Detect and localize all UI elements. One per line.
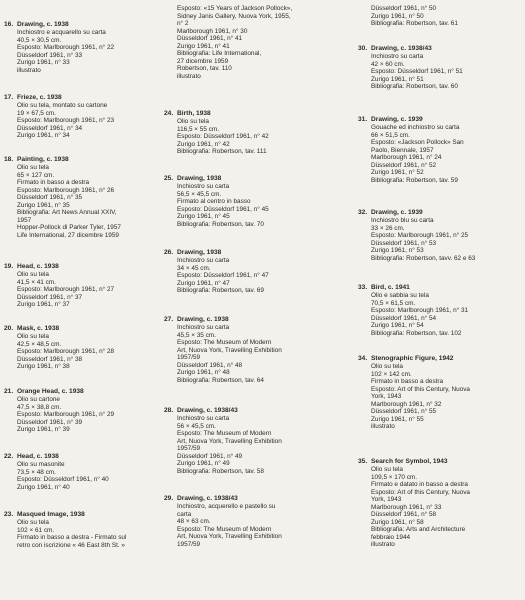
- entry-detail-line: Olio su tela, montato su cartone: [17, 102, 108, 109]
- entry-detail-line: Zurigo 1961, n° 49: [177, 460, 230, 467]
- entry-detail-line: Zurigo 1961, n° 50: [371, 12, 424, 20]
- entry-detail-line: Bibliografia: Robertson, tavv. 62 e 63: [371, 254, 476, 262]
- entry-detail-line: Zurigo 1961, n° 52: [371, 169, 424, 176]
- catalog-entry: [358, 44, 523, 91]
- entry-number: 29.: [164, 495, 174, 502]
- entry-heading: [4, 93, 160, 102]
- entry-detail-line: 70,5 × 61,5 cm.: [371, 299, 416, 307]
- entry-detail-line: n° 2: [177, 20, 189, 27]
- entry-title: Drawing, c. 1939: [371, 116, 423, 123]
- entry-detail-line: Inchiostro su carta: [371, 53, 424, 60]
- entry-detail-line: York, 1943: [371, 393, 402, 400]
- entry-detail-line: Bibliografia: Robertson, tav. 64: [177, 376, 264, 384]
- entry-detail-line: Inchiostro su carta: [177, 183, 230, 190]
- entry-detail-line: Firmato e datato in basso a destra: [371, 481, 468, 488]
- entry-heading: [164, 406, 354, 415]
- entry-detail-line: Düsseldorf 1961, n° 50: [371, 5, 437, 12]
- entry-detail-line: Zurigo 1961, n° 47: [177, 279, 230, 287]
- entry-detail-line: Olio su tela: [371, 363, 403, 370]
- entry-detail-line: Firmato al centro in basso: [177, 198, 251, 205]
- catalog-entry: [164, 109, 354, 156]
- entry-number: 28.: [164, 407, 174, 414]
- catalog-entry: [4, 155, 160, 239]
- entry-number: 20.: [4, 325, 14, 332]
- entry-number: 18.: [4, 156, 14, 163]
- entry-detail-line: Marlborough 1961, n° 30: [177, 27, 248, 35]
- entry-detail-line: Zurigo 1961, n° 51: [371, 75, 424, 83]
- entry-detail-line: Marlborough 1961, n° 24: [371, 154, 442, 161]
- entry-detail-line: Bibliografia: Robertson, tav. 58: [177, 467, 264, 475]
- entry-title: Search for Symbol, 1943: [371, 458, 448, 465]
- entry-detail-line: Zurigo 1961, n° 41: [177, 42, 230, 50]
- entry-detail-line: Esposto: Marlborough 1961, n° 29: [17, 411, 115, 418]
- entry-heading: [164, 109, 354, 118]
- catalog-entry: [164, 248, 354, 295]
- entry-detail-line: Bibliografia: Robertson, tav. 60: [371, 83, 458, 90]
- entry-detail-line: 73,5 × 48 cm.: [17, 468, 56, 476]
- entry-detail-line: Zurigo 1961, n° 55: [371, 415, 424, 423]
- entry-detail-line: illustrato: [371, 541, 395, 548]
- entry-detail-line: Esposto: Marlborough 1961, n° 22: [17, 44, 115, 51]
- entry-number: 35.: [358, 458, 368, 465]
- entry-heading: [358, 115, 523, 124]
- catalog-entry: [164, 315, 354, 384]
- entry-heading: [4, 387, 160, 396]
- entry-detail-line: Marlborough 1961, n° 32: [371, 400, 442, 408]
- entry-detail-line: 109,5 × 170 cm.: [371, 473, 418, 481]
- catalog-entry: [4, 324, 160, 371]
- entry-number: 30.: [358, 45, 368, 52]
- entry-heading: [358, 283, 523, 292]
- entry-detail-line: Esposto: The Museum of Modern: [177, 525, 272, 533]
- entry-detail-line: Zurigo 1961, n° 35: [17, 201, 70, 209]
- catalog-entry: [358, 457, 523, 549]
- entry-detail-line: Inchiostro su carta: [177, 415, 230, 422]
- entry-detail-line: Esposto: Marlborough 1961, n° 25: [371, 232, 469, 239]
- entry-detail-line: 41,5 × 41 cm.: [17, 278, 56, 286]
- catalog-entry: [4, 510, 160, 549]
- entry-heading: [4, 510, 160, 519]
- entry-detail-line: Esposto: Marlborough 1961, n° 31: [371, 307, 469, 314]
- entry-detail-line: 34 × 45 cm.: [177, 264, 211, 272]
- entry-heading: [164, 174, 354, 183]
- entry-detail-line: Olio su cartone: [17, 396, 60, 403]
- entry-detail-line: Bibliografia: Robertson, tav. 61: [371, 20, 458, 27]
- entry-detail-line: Zurigo 1961, n° 58: [371, 518, 424, 526]
- entry-detail-line: Esposto: The Museum of Modern: [177, 430, 272, 437]
- entry-detail-line: Düsseldorf 1961, n° 54: [371, 314, 437, 322]
- entry-detail-line: 102 × 61 cm.: [17, 526, 55, 534]
- continuation-block: [164, 5, 354, 80]
- entry-detail-line: Düsseldorf 1961, n° 41: [177, 35, 243, 42]
- entry-detail-line: illustrato: [17, 66, 41, 74]
- catalog-entry: [358, 283, 523, 337]
- entry-detail-line: illustrato: [371, 423, 395, 430]
- entry-number: 17.: [4, 94, 14, 101]
- entry-detail-line: Hopper-Pollock di Parker Tyler, 1957: [17, 224, 121, 231]
- entry-title: Birth, 1938: [177, 110, 211, 117]
- entry-detail-line: 56 × 45,5 cm.: [177, 422, 216, 430]
- entry-detail-line: Zurigo 1961, n° 48: [177, 369, 230, 376]
- entry-heading: [358, 354, 523, 363]
- entry-detail-line: Düsseldorf 1961, n° 53: [371, 239, 437, 247]
- entry-title: Orange Head, c. 1938: [17, 388, 84, 395]
- entry-detail-line: 47,5 × 38,8 cm.: [17, 403, 62, 411]
- entry-title: Drawing, c. 1938: [17, 21, 69, 28]
- catalog-entry: [358, 208, 523, 262]
- entry-title: Drawing, c. 1939: [371, 209, 423, 216]
- entry-detail-line: Bibliografia: Robertson, tav. 59: [371, 176, 458, 184]
- entry-detail-line: Art, Nuova York, Travelling Exhibition: [177, 533, 282, 540]
- entry-number: 24.: [164, 110, 174, 117]
- catalog-entry: [4, 20, 160, 74]
- entry-number: 31.: [358, 116, 368, 123]
- entry-detail-line: Bibliografia: Robertson, tav. 111: [177, 148, 267, 155]
- entry-title: Drawing, c. 1938: [177, 316, 229, 323]
- entry-number: 21.: [4, 388, 14, 395]
- entry-detail-line: Düsseldorf 1961, n° 38: [17, 355, 83, 363]
- entry-detail-line: Zurigo 1961, n° 37: [17, 301, 70, 308]
- entry-title: Painting, c. 1938: [17, 156, 69, 163]
- entry-detail-line: Zurigo 1961, n° 42: [177, 140, 230, 148]
- entry-detail-line: 42,5 × 48,5 cm.: [17, 340, 62, 348]
- entry-detail-line: Zurigo 1961, n° 34: [17, 132, 70, 139]
- entry-detail-line: Art, Nuova York, Travelling Exhibition: [177, 437, 282, 445]
- entry-detail-line: Olio su tela: [177, 118, 209, 125]
- entry-detail-line: 48 × 63 cm.: [177, 518, 211, 525]
- entry-detail-line: Düsseldorf 1961, n° 33: [17, 51, 83, 59]
- catalog-entry: [4, 387, 160, 434]
- entry-detail-line: Düsseldorf 1961, n° 58: [371, 511, 437, 518]
- entry-detail-line: Esposto: Art of this Century, Nuova: [371, 385, 470, 393]
- entry-detail-line: Esposto: Marlborough 1961, n° 23: [17, 117, 115, 124]
- entry-title: Masqued Image, 1938: [17, 511, 85, 518]
- catalog-entry: [358, 354, 523, 431]
- entry-heading: [4, 324, 160, 333]
- entry-detail-line: Düsseldorf 1961, n° 34: [17, 124, 83, 132]
- entry-detail-line: Esposto: Marlborough 1961, n° 26: [17, 186, 115, 194]
- entry-detail-line: 65 × 127 cm.: [17, 171, 55, 179]
- entry-detail-line: illustrato: [177, 72, 201, 80]
- entry-detail-line: 19 × 67,5 cm.: [17, 109, 56, 117]
- entry-detail-line: 1957/59: [177, 540, 201, 548]
- catalog-entry: [164, 494, 354, 548]
- entry-detail-line: 1957: [17, 216, 32, 224]
- entry-detail-line: 66 × 51,5 cm.: [371, 131, 410, 139]
- catalog-entry: [164, 174, 354, 228]
- entry-detail-line: Esposto: «Jackson Pollock» San: [371, 139, 464, 146]
- entry-detail-line: Zurigo 1961, n° 33: [17, 59, 70, 66]
- entry-heading: [164, 315, 354, 324]
- entry-number: 26.: [164, 249, 174, 256]
- entry-heading: [164, 494, 354, 503]
- entry-title: Drawing, c. 1938/43: [177, 495, 238, 502]
- entry-detail-line: Esposto: Düsseldorf 1961, n° 47: [177, 272, 269, 279]
- entry-heading: [358, 44, 523, 53]
- entry-number: 16.: [4, 21, 14, 28]
- entry-detail-line: 33 × 26 cm.: [371, 224, 405, 232]
- entry-detail-line: Firmato in basso a destra: [17, 179, 90, 186]
- entry-detail-line: Zurigo 1961, n° 54: [371, 322, 424, 329]
- entry-detail-line: Bibliografia: Life International,: [177, 50, 262, 57]
- entry-heading: [4, 20, 160, 29]
- entry-detail-line: 45,5 × 35 cm.: [177, 331, 216, 339]
- entry-detail-line: Bibliografia: Arts and Architecture: [371, 526, 466, 533]
- entry-title: Mask, c. 1938: [17, 325, 60, 332]
- entry-detail-line: Esposto: Düsseldorf 1961, n° 51: [371, 68, 463, 75]
- entry-detail-line: Olio e sabbia su tela: [371, 292, 429, 299]
- entry-detail-line: Olio su tela: [371, 466, 403, 473]
- entry-detail-line: Inchiostro su carta: [177, 324, 230, 331]
- entry-detail-line: Inchiostro e acquarello su carta: [17, 29, 106, 36]
- entry-detail-line: retro con iscrizione « 46 East 8th St. »: [17, 541, 125, 549]
- catalog-entry: [4, 452, 160, 491]
- catalog-entry: [4, 93, 160, 140]
- entry-detail-line: Olio su tela: [17, 271, 49, 278]
- entry-number: 27.: [164, 316, 174, 323]
- catalog-entry: [358, 115, 523, 184]
- entry-detail-line: 1957/59: [177, 354, 201, 361]
- entry-detail-line: Düsseldorf 1961, n° 55: [371, 408, 437, 415]
- entry-detail-line: 27 dicembre 1959: [177, 57, 229, 65]
- entry-detail-line: Esposto: Düsseldorf 1961, n° 40: [17, 476, 109, 483]
- entry-detail-line: 102 × 142 cm.: [371, 370, 412, 378]
- entry-detail-line: febbraio 1944: [371, 533, 411, 541]
- entry-detail-line: Düsseldorf 1961, n° 39: [17, 418, 83, 426]
- entry-detail-line: Zurigo 1961, n° 45: [177, 213, 230, 220]
- entry-detail-line: Olio su tela: [17, 164, 49, 171]
- entry-detail-line: Bibliografia: Art News Annual XXIV,: [17, 209, 117, 216]
- entry-detail-line: York, 1943: [371, 496, 402, 503]
- entry-heading: [4, 452, 160, 461]
- entry-number: 33.: [358, 284, 368, 291]
- entry-detail-line: Gouache ed inchiostro su carta: [371, 124, 460, 131]
- entry-detail-line: Firmato in basso a destra: [371, 378, 444, 385]
- entry-detail-line: 40,5 × 30,5 cm.: [17, 36, 62, 44]
- entry-detail-line: 42 × 60 cm.: [371, 60, 405, 68]
- entry-detail-line: Esposto: Marlborough 1961, n° 28: [17, 348, 115, 355]
- entry-title: Drawing, 1938: [177, 249, 222, 256]
- entry-detail-line: Düsseldorf 1961, n° 49: [177, 452, 243, 460]
- entry-title: Stenographic Figure, 1942: [371, 355, 454, 362]
- entry-detail-line: 116,5 × 55 cm.: [177, 125, 219, 133]
- entry-heading: [4, 262, 160, 271]
- entry-detail-line: Olio su masonite: [17, 461, 65, 468]
- entry-detail-line: Esposto: Marlborough 1961, n° 27: [17, 286, 115, 293]
- entry-detail-line: Esposto: The Museum of Modern: [177, 339, 272, 346]
- entry-title: Bird, c. 1941: [371, 284, 410, 291]
- entry-number: 32.: [358, 209, 368, 216]
- entry-detail-line: Esposto: Düsseldorf 1961, n° 42: [177, 133, 269, 140]
- entry-detail-line: Sidney Janis Gallery, Nuova York, 1955,: [177, 12, 291, 20]
- entry-detail-line: Inchiostro, acquerello e pastello su: [177, 503, 276, 510]
- entry-detail-line: Olio su tela: [17, 519, 49, 526]
- entry-detail-line: Bibliografia: Robertson, tav. 102: [371, 329, 462, 337]
- entry-detail-line: Zurigo 1961, n° 40: [17, 483, 70, 491]
- entry-title: Head, c. 1938: [17, 453, 59, 460]
- entry-detail-line: Life International, 27 dicembre 1959: [17, 231, 119, 239]
- entry-detail-line: Düsseldorf 1961, n° 37: [17, 293, 83, 301]
- continuation-block: [358, 5, 523, 28]
- entry-heading: [164, 248, 354, 257]
- entry-number: 34.: [358, 355, 368, 362]
- entry-detail-line: Robertson, tav. 110: [177, 65, 232, 72]
- entry-detail-line: Bibliografia: Robertson, tav. 69: [177, 287, 264, 294]
- entry-title: Drawing, c. 1938/43: [177, 407, 238, 414]
- entry-detail-line: Marlborough 1961, n° 33: [371, 503, 442, 511]
- entry-detail-line: Inchiostro su carta: [177, 257, 230, 264]
- entry-detail-line: Düsseldorf 1961, n° 48: [177, 361, 243, 369]
- entry-detail-line: Inchiostro blu su carta: [371, 217, 434, 224]
- entry-detail-line: Art, Nuova York, Travelling Exhibition: [177, 346, 282, 354]
- entry-detail-line: carta: [177, 510, 192, 518]
- entry-detail-line: 56,5 × 45,5 cm.: [177, 190, 222, 198]
- entry-detail-line: Düsseldorf 1961, n° 35: [17, 194, 83, 201]
- entry-detail-line: Esposto: «15 Years of Jackson Pollock»,: [177, 5, 293, 12]
- entry-number: 22.: [4, 453, 14, 460]
- entry-heading: [4, 155, 160, 164]
- entry-heading: [358, 457, 523, 466]
- catalog-entry: [4, 262, 160, 309]
- entry-number: 19.: [4, 263, 14, 270]
- entry-detail-line: 1957/59: [177, 445, 201, 452]
- entry-number: 23.: [4, 511, 14, 518]
- entry-detail-line: Bibliografia: Robertson, tav. 70: [177, 220, 264, 228]
- entry-detail-line: Esposto: Düsseldorf 1961, n° 45: [177, 205, 269, 213]
- entry-title: Drawing, 1938: [177, 175, 222, 182]
- entry-detail-line: Paolo, Biennale, 1957: [371, 146, 434, 154]
- entry-title: Drawing, c. 1938/43: [371, 45, 432, 52]
- entry-detail-line: Olio su tela: [17, 333, 49, 340]
- entry-detail-line: Firmato in basso a destra - Firmato sul: [17, 534, 127, 541]
- catalog-entry: [164, 406, 354, 475]
- entry-detail-line: Zurigo 1961, n° 53: [371, 247, 424, 254]
- entry-detail-line: Zurigo 1961, n° 39: [17, 426, 70, 433]
- entry-title: Frieze, c. 1938: [17, 94, 62, 101]
- entry-detail-line: Düsseldorf 1961, n° 52: [371, 161, 437, 169]
- entry-heading: [358, 208, 523, 217]
- entry-detail-line: Esposto: Art of this Century, Nuova: [371, 488, 470, 496]
- entry-title: Head, c. 1938: [17, 263, 59, 270]
- entry-number: 25.: [164, 175, 174, 182]
- entry-detail-line: Zurigo 1961, n° 38: [17, 363, 70, 370]
